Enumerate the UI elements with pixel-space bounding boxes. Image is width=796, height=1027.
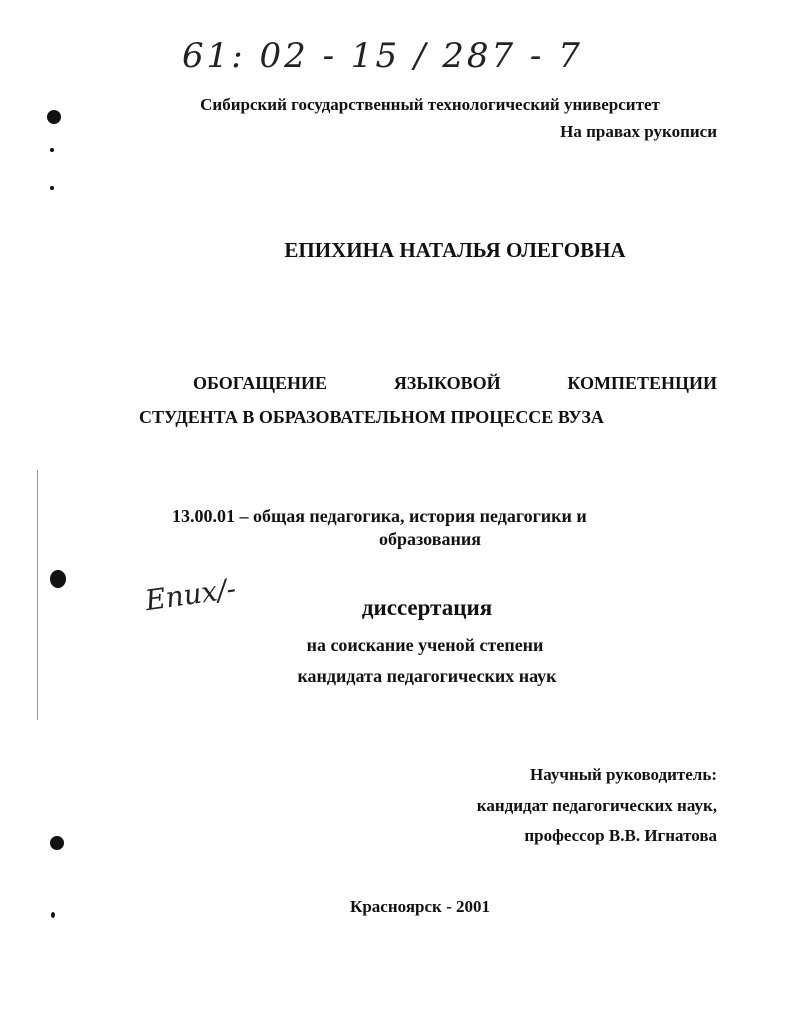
scan-hole-mark — [50, 836, 64, 850]
scan-hole-mark — [47, 110, 61, 124]
scan-dot — [51, 912, 55, 918]
title-word: КОМПЕТЕНЦИИ — [567, 373, 717, 393]
signature: Епих/- — [143, 571, 239, 618]
scan-dot — [50, 148, 54, 152]
degree-line-1: на соискание ученой степени — [306, 635, 544, 655]
scan-hole-mark — [50, 570, 66, 588]
title-line-1 — [193, 373, 717, 394]
degree-line-2: кандидата педагогических наук — [297, 666, 557, 686]
rights-note: На правах рукописи — [560, 122, 717, 141]
author-name: ЕПИХИНА НАТАЛЬЯ ОЛЕГОВНА — [284, 238, 626, 262]
supervisor-name: профессор В.В. Игнатова — [524, 826, 717, 845]
title-word: ОБОГАЩЕНИЕ — [193, 373, 328, 393]
scan-margin-line — [37, 470, 38, 720]
title-word: ЯЗЫКОВОЙ — [393, 373, 501, 393]
university-name: Сибирский государственный технологический университет — [200, 95, 660, 114]
specialty-line-2: образования — [379, 529, 481, 549]
city-year: Красноярск - 2001 — [350, 897, 490, 916]
scan-dot — [50, 186, 54, 190]
supervisor-label: Научный руководитель: — [530, 765, 717, 784]
title-line-2: СТУДЕНТА В ОБРАЗОВАТЕЛЬНОМ ПРОЦЕССЕ ВУЗА — [139, 407, 604, 427]
supervisor-degree: кандидат педагогических наук, — [476, 796, 717, 815]
document-type: диссертация — [361, 595, 493, 620]
handwritten-archive-code: 61: 02 - 15 / 287 - 7 — [182, 36, 583, 76]
specialty-line-1: 13.00.01 – общая педагогика, история педагогики и — [172, 506, 587, 526]
